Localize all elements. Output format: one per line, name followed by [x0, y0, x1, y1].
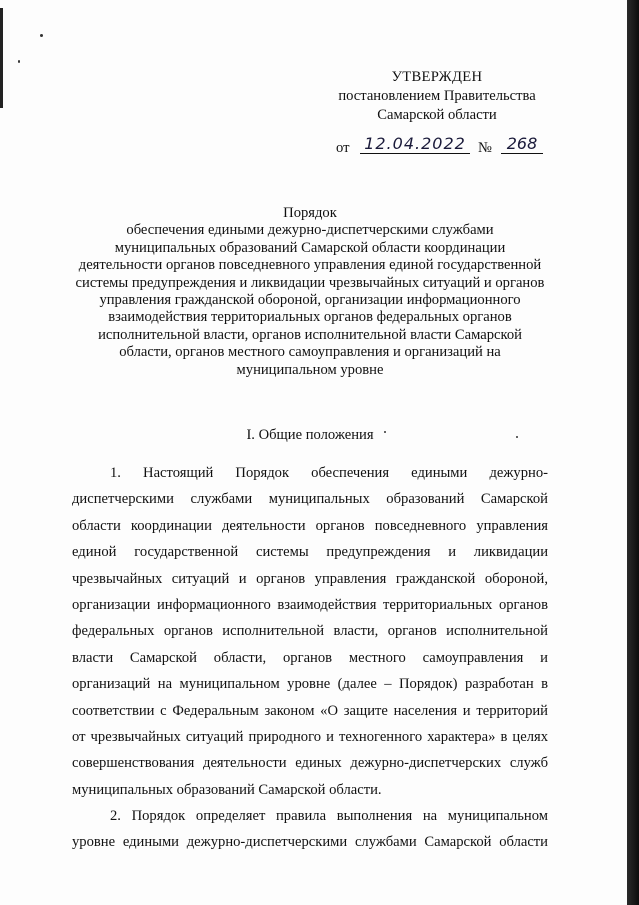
scan-speck — [40, 34, 43, 37]
title-line: муниципальном уровне — [236, 361, 384, 378]
approval-date-number — [336, 134, 546, 162]
approval-label: УТВЕРЖДЕН — [391, 69, 483, 85]
title-line: обеспечения едиными дежурно-диспетчерскими службами — [126, 222, 494, 239]
title-line: системы предупреждения и ликвидации чрезвычайных ситуаций и органов — [75, 274, 545, 291]
approval-line-2: Самарской области — [377, 107, 497, 123]
paragraph-line: чрезвычайных ситуаций и органов управления гражданской обороной, — [72, 570, 548, 587]
paragraph-line: 1. Настоящий Порядок обеспечения едиными дежурно- — [110, 465, 548, 481]
title-line: исполнительной власти, органов исполнительной власти Самарской — [98, 326, 522, 343]
approval-date: 12.04.2022 — [360, 134, 470, 154]
title-line: управления гражданской обороной, организации информационного — [99, 292, 521, 309]
scan-edge-right — [627, 0, 639, 905]
paragraph-line: 2. Порядок определяет правила выполнения на муниципальном — [110, 808, 548, 825]
title-line: муниципальных образований Самарской области координации — [114, 239, 506, 256]
section-heading: I. Общие положения — [246, 427, 374, 443]
document-body — [72, 460, 548, 856]
paragraph-line: соответствии с Федеральным законом «О защите населения и территорий — [72, 702, 548, 719]
paragraph-line: власти Самарской области, органов местного самоуправления и — [72, 649, 548, 666]
title-line: области, органов местного самоуправления и организаций на — [119, 344, 501, 361]
paragraph-line: организации информационного взаимодействия территориальных органов — [72, 596, 548, 613]
paragraph-line: федеральных органов исполнительной власти, органов исполнительной — [72, 623, 548, 640]
paragraph-line: уровне едиными дежурно-диспетчерскими службами Самарской области — [72, 834, 548, 851]
document-title-block — [60, 205, 560, 379]
approval-number: 268 — [501, 134, 543, 154]
number-sign: № — [478, 140, 492, 156]
paragraph-line: единой государственной системы предупреждения и ликвидации — [72, 544, 548, 561]
approval-block — [322, 68, 552, 125]
document-title: Порядок — [283, 205, 337, 221]
paragraph-line: муниципальных образований Самарской области. — [72, 781, 382, 798]
paragraph-line: диспетчерскими службами муниципальных образований Самарской — [72, 491, 548, 508]
paragraph-line: области координации деятельности органов повседневного управления — [72, 517, 548, 534]
paragraph-line: организаций на муниципальном уровне (далее – Порядок) разработан в — [72, 676, 548, 693]
scan-edge-left — [0, 8, 3, 108]
approval-line-1: постановлением Правительства — [338, 88, 536, 104]
paragraph-line: совершенствования деятельности единых дежурно-диспетчерских служб — [72, 755, 548, 772]
paragraph-line: от чрезвычайных ситуаций природного и техногенного характера» в целях — [72, 728, 548, 745]
title-line: деятельности органов повседневного управления единой государственной — [78, 257, 542, 274]
date-prefix: от — [336, 140, 350, 156]
scan-speck — [18, 60, 20, 63]
title-line: взаимодействия территориальных органов федеральных органов — [108, 309, 512, 326]
